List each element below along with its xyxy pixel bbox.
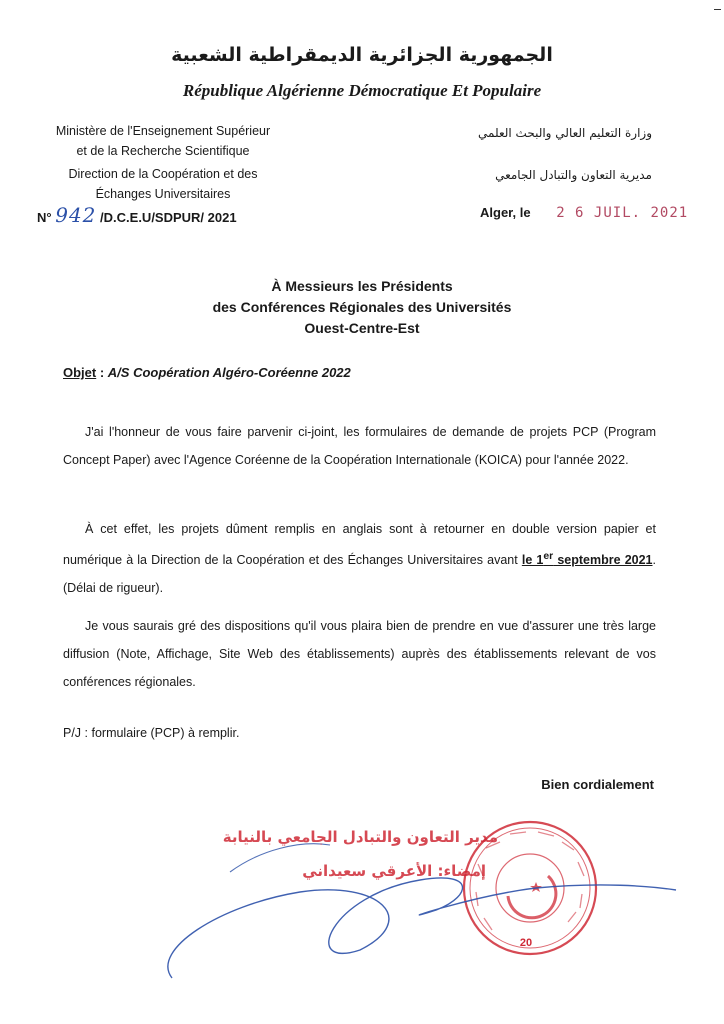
arabic-republic-title: الجمهورية الجزائرية الديمقراطية الشعبية — [171, 44, 553, 66]
ref-suffix: /D.C.E.U/SDPUR/ 2021 — [100, 210, 237, 225]
signatory-name: إمضاء: الأعرقي سعيداني — [302, 862, 486, 880]
signatory-title: مدير التعاون والتبادل الجامعي بالنيابة — [222, 828, 498, 846]
reference-number — [37, 203, 237, 227]
subject-line — [63, 365, 351, 380]
ministry-ar: وزارة التعليم العالي والبحث العلمي — [478, 126, 652, 140]
attachment-note: P/J : formulaire (PCP) à remplir. — [63, 726, 240, 740]
direction-ar: مديرية التعاون والتبادل الجامعي — [495, 168, 652, 182]
direction-fr-line1: Direction de la Coopération et des — [68, 167, 258, 181]
scan-mark — [714, 9, 721, 10]
deadline-day: le 1 — [521, 553, 544, 568]
direction-fr-line2: Échanges Universitaires — [95, 187, 231, 201]
deadline — [522, 553, 653, 567]
date-stamp: 2 6 JUIL. 2021 — [556, 205, 689, 221]
ministry-fr-line2: et de la Recherche Scientifique — [76, 144, 250, 158]
closing-salutation: Bien cordialement — [541, 777, 654, 792]
ref-handwritten-number: 942 — [55, 203, 97, 227]
ministry-fr-line1: Ministère de l'Enseignement Supérieur — [55, 124, 271, 138]
paragraph-3: Je vous saurais gré des dispositions qu'il vous plaira bien de prendre en vue d'assurer une très large diffusion (Note, Affichage, Site Web des établissements) auprès des établissements relevant de vos conférences régionales. — [63, 619, 656, 689]
addressee-line1: À Messieurs les Présidents — [271, 278, 453, 294]
subject-separator: : — [96, 365, 108, 380]
subject-text: A/S Coopération Algéro-Coréenne 2022 — [107, 365, 351, 380]
french-republic-title: République Algérienne Démocratique Et Populaire — [182, 81, 542, 100]
subject-label: Objet — [63, 365, 97, 380]
addressee-line2: des Conférences Régionales des Universités — [212, 299, 512, 315]
paragraph-2-end: . (Délai de rigueur). — [63, 553, 656, 596]
addressee-line3: Ouest-Centre-Est — [304, 320, 420, 336]
ref-prefix: N° — [37, 210, 52, 225]
paragraph-2-text: À cet effet, les projets dûment remplis en anglais sont à retourner en double version papier et numérique à la Direction de la Coopération et des Échanges Universitaires avant — [63, 522, 656, 568]
place-date — [480, 205, 688, 221]
deadline-ordinal: er — [543, 551, 554, 562]
paragraph-2 — [63, 515, 656, 602]
direction-fr — [38, 164, 288, 204]
signature-stroke — [168, 878, 676, 978]
addressee — [0, 276, 724, 339]
paragraph-1: J'ai l'honneur de vous faire parvenir ci-joint, les formulaires de demande de projets PCP (Program Concept Paper) avec l'Agence Coréenne de la Coopération Internationale (KOICA) pour l'année 2022. — [63, 425, 656, 467]
seal-number: 20 — [519, 937, 533, 949]
ministry-fr — [38, 121, 288, 161]
place: Alger, le — [480, 205, 531, 220]
deadline-month-year: septembre 2021 — [553, 553, 653, 568]
